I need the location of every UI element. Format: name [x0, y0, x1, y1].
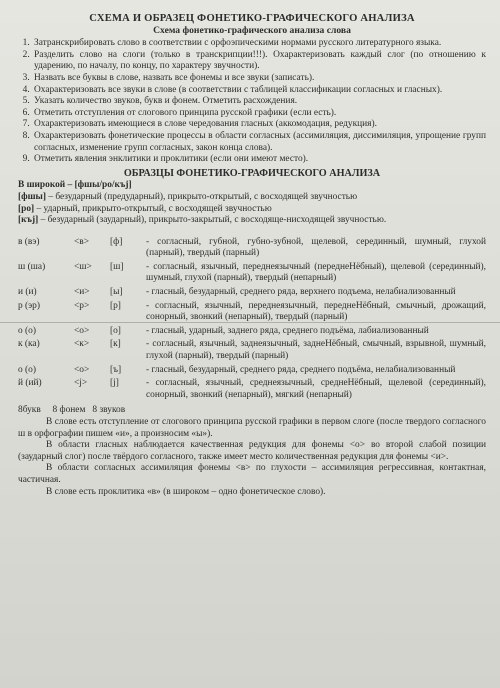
- sound-analysis-table: [18, 237, 486, 404]
- table-row: [18, 326, 486, 340]
- summary-paragraph: В области гласных наблюдается качественная редукция для фонемы <о> во второй слабой позиции (заударный слог) после твёрдого согласного, также имеет место количественная редукция для фонемы <и>.: [18, 440, 486, 462]
- letter-cell: и (и): [18, 287, 37, 298]
- phoneme-cell: <ш>: [74, 261, 92, 272]
- list-item: 3. Назвать все буквы в слове, назвать все фонемы и все звуки (записать).: [32, 73, 486, 85]
- list-item: 8. Охарактеризовать фонетические процессы в области согласных (ассимиляция, диссимиляция, упрощение групп согласных, изменение групп согласных, закон конца слова).: [32, 131, 486, 154]
- letter-cell: в (вэ): [18, 236, 40, 247]
- description-cell: - согласный, язычный, среднеязычный, среднеНёбный, щелевой (серединный), сонорный, звонкий (непарный), мягкий (непарный): [146, 378, 486, 400]
- document-title: СХЕМА И ОБРАЗЕЦ ФОНЕТИКО-ГРАФИЧЕСКОГО АНАЛИЗА: [89, 13, 415, 24]
- table-row: [18, 287, 486, 301]
- sound-cell: [р]: [110, 300, 121, 311]
- syllable-label: [къј]: [18, 215, 39, 226]
- table-row: [18, 365, 486, 379]
- example-syllables: [18, 180, 486, 226]
- description-cell: - гласный, безударный, среднего ряда, среднего подъёма, нелабиализованный: [146, 364, 456, 375]
- sound-cell: [к]: [110, 339, 121, 350]
- phoneme-cell: <j>: [74, 378, 88, 389]
- summary-paragraph: В слове есть проклитика «в» (в широком – одно фонетическое слово).: [46, 486, 326, 497]
- sound-cell: [ъ]: [110, 364, 122, 375]
- counts-line: 8букв 8 фонем 8 звуков: [18, 405, 126, 416]
- list-item: 6. Отметить отступления от слогового принципа русской графики (если есть).: [32, 108, 486, 120]
- list-item: 4. Охарактеризовать все звуки в слове (в соответствии с таблицей классификации согласных и гласных).: [32, 85, 486, 97]
- table-row: [18, 378, 486, 403]
- letter-cell: о (о): [18, 364, 36, 375]
- letter-cell: й (ий): [18, 378, 42, 389]
- phoneme-cell: <к>: [74, 339, 90, 350]
- list-item: 9. Отметить явления энклитики и проклитики (если они имеют место).: [32, 154, 486, 166]
- letter-cell: к (ка): [18, 339, 40, 350]
- list-item: 5. Указать количество звуков, букв и фонем. Отметить расхождения.: [32, 96, 486, 108]
- syllable-row: [18, 204, 486, 216]
- table-row: [18, 339, 486, 364]
- examples-title: ОБРАЗЦЫ ФОНЕТИКО-ГРАФИЧЕСКОГО АНАЛИЗА: [123, 167, 381, 179]
- syllable-text: – ударный, прикрыто-открытый, с восходящей звучностью: [34, 203, 272, 214]
- syllable-text: – безударный (заударный), прикрыто-закрытый, с восходяще-нисходящей звучностью.: [38, 215, 387, 226]
- phoneme-cell: <р>: [74, 300, 90, 311]
- syllable-label: [фшы]: [18, 191, 46, 202]
- sound-cell: [о]: [110, 325, 121, 336]
- description-cell: - согласный, язычный, переднеязычный (переднеНёбный), щелевой (серединный), шумный, глухой (парный), твердый (непарный): [146, 261, 486, 284]
- syllable-text: – безударный (предударный), прикрыто-открытый, с восходящей звучностью: [45, 191, 358, 202]
- description-cell: - согласный, губной, губно-зубной, щелевой, серединный, шумный, глухой (парный), твердый (парный): [146, 236, 486, 259]
- sound-cell: [ш]: [110, 261, 124, 272]
- table-row: [18, 262, 486, 287]
- description-cell: - согласный, язычный, переднеязычный, переднеНёбный, смычный, дрожащий, сонорный, звонкий (непарный), твердый (парный): [146, 300, 486, 323]
- phoneme-cell: <в>: [74, 236, 90, 247]
- analysis-summary: [18, 405, 486, 498]
- paper-fold-line: [0, 322, 500, 323]
- summary-paragraph: В области согласных ассимиляция фонемы <в> по глухости – ассимиляция регрессивная, контактная, частичная.: [18, 463, 486, 485]
- letter-cell: р (эр): [18, 300, 40, 311]
- syllable-label: [ро]: [18, 203, 35, 214]
- sound-cell: [ы]: [110, 287, 123, 298]
- example-word: В широкой – [фшы/ро/къј]: [18, 180, 132, 191]
- description-cell: - гласный, безударный, среднего ряда, верхнего подъема, нелабиализованный: [146, 287, 456, 298]
- description-cell: - гласный, ударный, заднего ряда, среднего подъёма, лабиализованный: [146, 325, 429, 336]
- table-row: [18, 237, 486, 262]
- sound-cell: [ф]: [110, 236, 123, 247]
- syllable-row: [18, 215, 486, 227]
- description-cell: - согласный, язычный, заднеязычный, заднеНёбный, смычный, взрывной, шумный, глухой (парный), твердый (парный): [146, 339, 486, 362]
- summary-paragraph: В слове есть отступление от слогового принципа русской графики в первом слоге (после твердого согласного ш в орфографии пишем «и», а произносим «ы»).: [18, 417, 486, 439]
- phoneme-cell: <и>: [74, 287, 90, 298]
- letter-cell: ш (ша): [18, 261, 46, 272]
- list-item: 7. Охарактеризовать имеющиеся в слове чередования гласных (аккомодация, редукция).: [32, 119, 486, 131]
- scheme-subtitle: Схема фонетико-графического анализа слова: [153, 24, 351, 36]
- phoneme-cell: <о>: [74, 325, 90, 336]
- list-item: 1. Затранскрибировать слово в соответствии с орфоэпическими нормами русского литературного языка.: [32, 38, 486, 50]
- sound-cell: [j]: [110, 378, 119, 389]
- syllable-row: [18, 192, 486, 204]
- list-item: 2. Разделить слово на слоги (только в транскрипции!!!). Охарактеризовать каждый слог (по отношению к ударению, по началу, по концу, по характеру звучности).: [32, 50, 486, 73]
- letter-cell: о (о): [18, 325, 36, 336]
- phoneme-cell: <о>: [74, 364, 90, 375]
- analysis-steps-list: [18, 38, 486, 166]
